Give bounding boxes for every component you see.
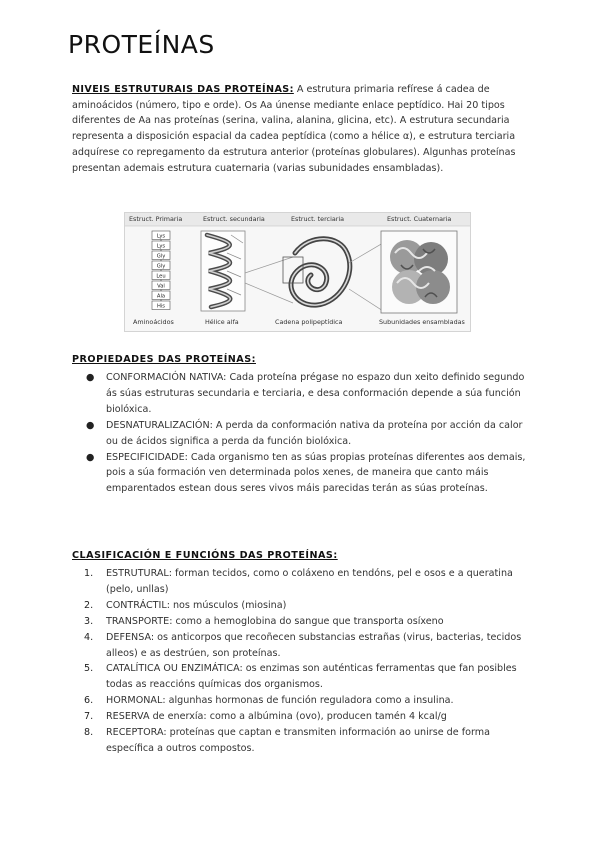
structure-heading: NIVEIS ESTRUTURAIS DAS PROTEÍNAS:: [72, 84, 294, 95]
property-text: CONFORMACIÓN NATIVA: Cada proteína prégase no espazo dun xeito definido segundo ás súas estruturas secundaria e terciaria, e desa conformación depende a súa función biolóxica.: [106, 372, 525, 415]
classification-text: CATALÍTICA OU ENZIMÁTICA: os enzimas son auténticas ferramentas que fan posibles todas as reaccións químicas dos organismos.: [106, 663, 517, 691]
figure-label-secondary: Estruct. secundaria: [203, 215, 265, 223]
classification-text: CONTRÁCTIL: nos músculos (miosina): [106, 599, 287, 611]
protein-structure-diagram: [125, 213, 470, 331]
property-item: [72, 370, 534, 418]
item-number: 5.: [84, 663, 94, 675]
figure-caption-subunits: Subunidades ensambladas: [379, 318, 465, 326]
classification-text: RECEPTORA: proteínas que captan e transmiten información ao unirse de forma específica a outros compostos.: [106, 727, 490, 754]
classification-item: [72, 661, 534, 693]
item-number: 1.: [84, 568, 94, 579]
classification-item: [72, 693, 534, 709]
item-number: 3.: [84, 615, 94, 627]
classification-item: [72, 709, 534, 725]
figure-label-tertiary: Estruct. terciaria: [291, 215, 345, 223]
item-number: 4.: [84, 631, 94, 643]
classification-item: [72, 614, 534, 630]
structure-paragraph: [72, 82, 534, 176]
item-number: 2.: [84, 599, 94, 611]
classification-list: [72, 566, 534, 757]
figure-caption-chain: Cadena polipeptídica: [275, 318, 343, 326]
property-item: [72, 418, 534, 450]
figure-label-primary: Estruct. Primaria: [129, 215, 183, 223]
figure-caption-aminoacids: Aminoácidos: [133, 318, 174, 326]
bullet-icon: ●: [86, 372, 95, 383]
classification-heading: CLASIFICACIÓN E FUNCIÓNS DAS PROTEÍNAS:: [72, 550, 338, 561]
classification-text: HORMONAL: algunhas hormonas de función reguladora como a insulina.: [106, 695, 454, 707]
item-number: 6.: [84, 695, 94, 707]
amino-acid-label: Gly: [156, 263, 166, 270]
bullet-icon: ●: [86, 419, 95, 431]
amino-acid-label: His: [156, 303, 166, 310]
classification-item: [72, 630, 534, 662]
classification-text: ESTRUTURAL: forman tecidos, como o coláxeno en tendóns, pel e osos e a queratina (pelo, unllas): [106, 568, 513, 595]
page-title: PROTEÍNAS: [68, 30, 215, 59]
amino-acid-label: Lys: [156, 233, 166, 240]
classification-item: [72, 566, 534, 598]
figure-caption-helix: Hélice alfa: [205, 318, 239, 326]
alpha-helix-shape: [201, 231, 245, 311]
protein-structure-figure: [124, 212, 471, 332]
property-text: ESPECIFICIDADE: Cada organismo ten as súas propias proteínas diferentes aos demais, pois a súa formación ven determinada polos xenes, de maneira que canto máis emparentados estean dous seres vivos máis parecidas terán as súas proteínas.: [106, 451, 526, 495]
item-number: 8.: [84, 727, 94, 739]
amino-acid-label: Val: [157, 283, 165, 290]
properties-list: [72, 370, 534, 497]
amino-acid-label: Gly: [156, 253, 166, 260]
property-item: [72, 450, 534, 498]
amino-acid-label: Ala: [156, 293, 166, 300]
property-text: DESNATURALIZACIÓN: A perda da conformación nativa da proteína por acción da calor ou de ácidos significa a perda da función biolóxica.: [106, 419, 523, 447]
classification-text: RESERVA de enerxía: como a albúmina (ovo), producen tamén 4 kcal/g: [106, 711, 447, 723]
item-number: 7.: [84, 711, 94, 723]
structure-body: A estrutura primaria refírese á cadea de aminoácidos (número, tipo e orde). Os Aa únense mediante enlace peptídico. Hai 20 tipos diferentes de Aa nas proteínas (serina, valina, alanina, glicina, etc). A estrutura secundaria representa a disposición espacial da cadea peptídica (como a hélice α), e estrutura terciaria adquírese co repregamento da estrutura anterior (proteínas globulares). Algunhas proteínas presentan ademais estrutura cuaternaria (varias subunidades ensambladas).: [72, 84, 516, 174]
bullet-icon: ●: [86, 451, 95, 463]
properties-heading: PROPIEDADES DAS PROTEÍNAS:: [72, 354, 256, 365]
classification-item: [72, 725, 534, 757]
figure-label-quaternary: Estruct. Cuaternaria: [387, 215, 452, 223]
amino-acid-label: Leu: [156, 273, 166, 280]
amino-acid-label: Lys: [156, 243, 166, 250]
classification-item: [72, 598, 534, 614]
quaternary-structure-shape: [381, 231, 457, 313]
classification-text: DEFENSA: os anticorpos que recoñecen substancias estrañas (virus, bacterias, tecidos alleos) e as destrúen, son proteínas.: [106, 631, 522, 659]
classification-text: TRANSPORTE: como a hemoglobina do sangue que transporta osíxeno: [106, 615, 444, 627]
